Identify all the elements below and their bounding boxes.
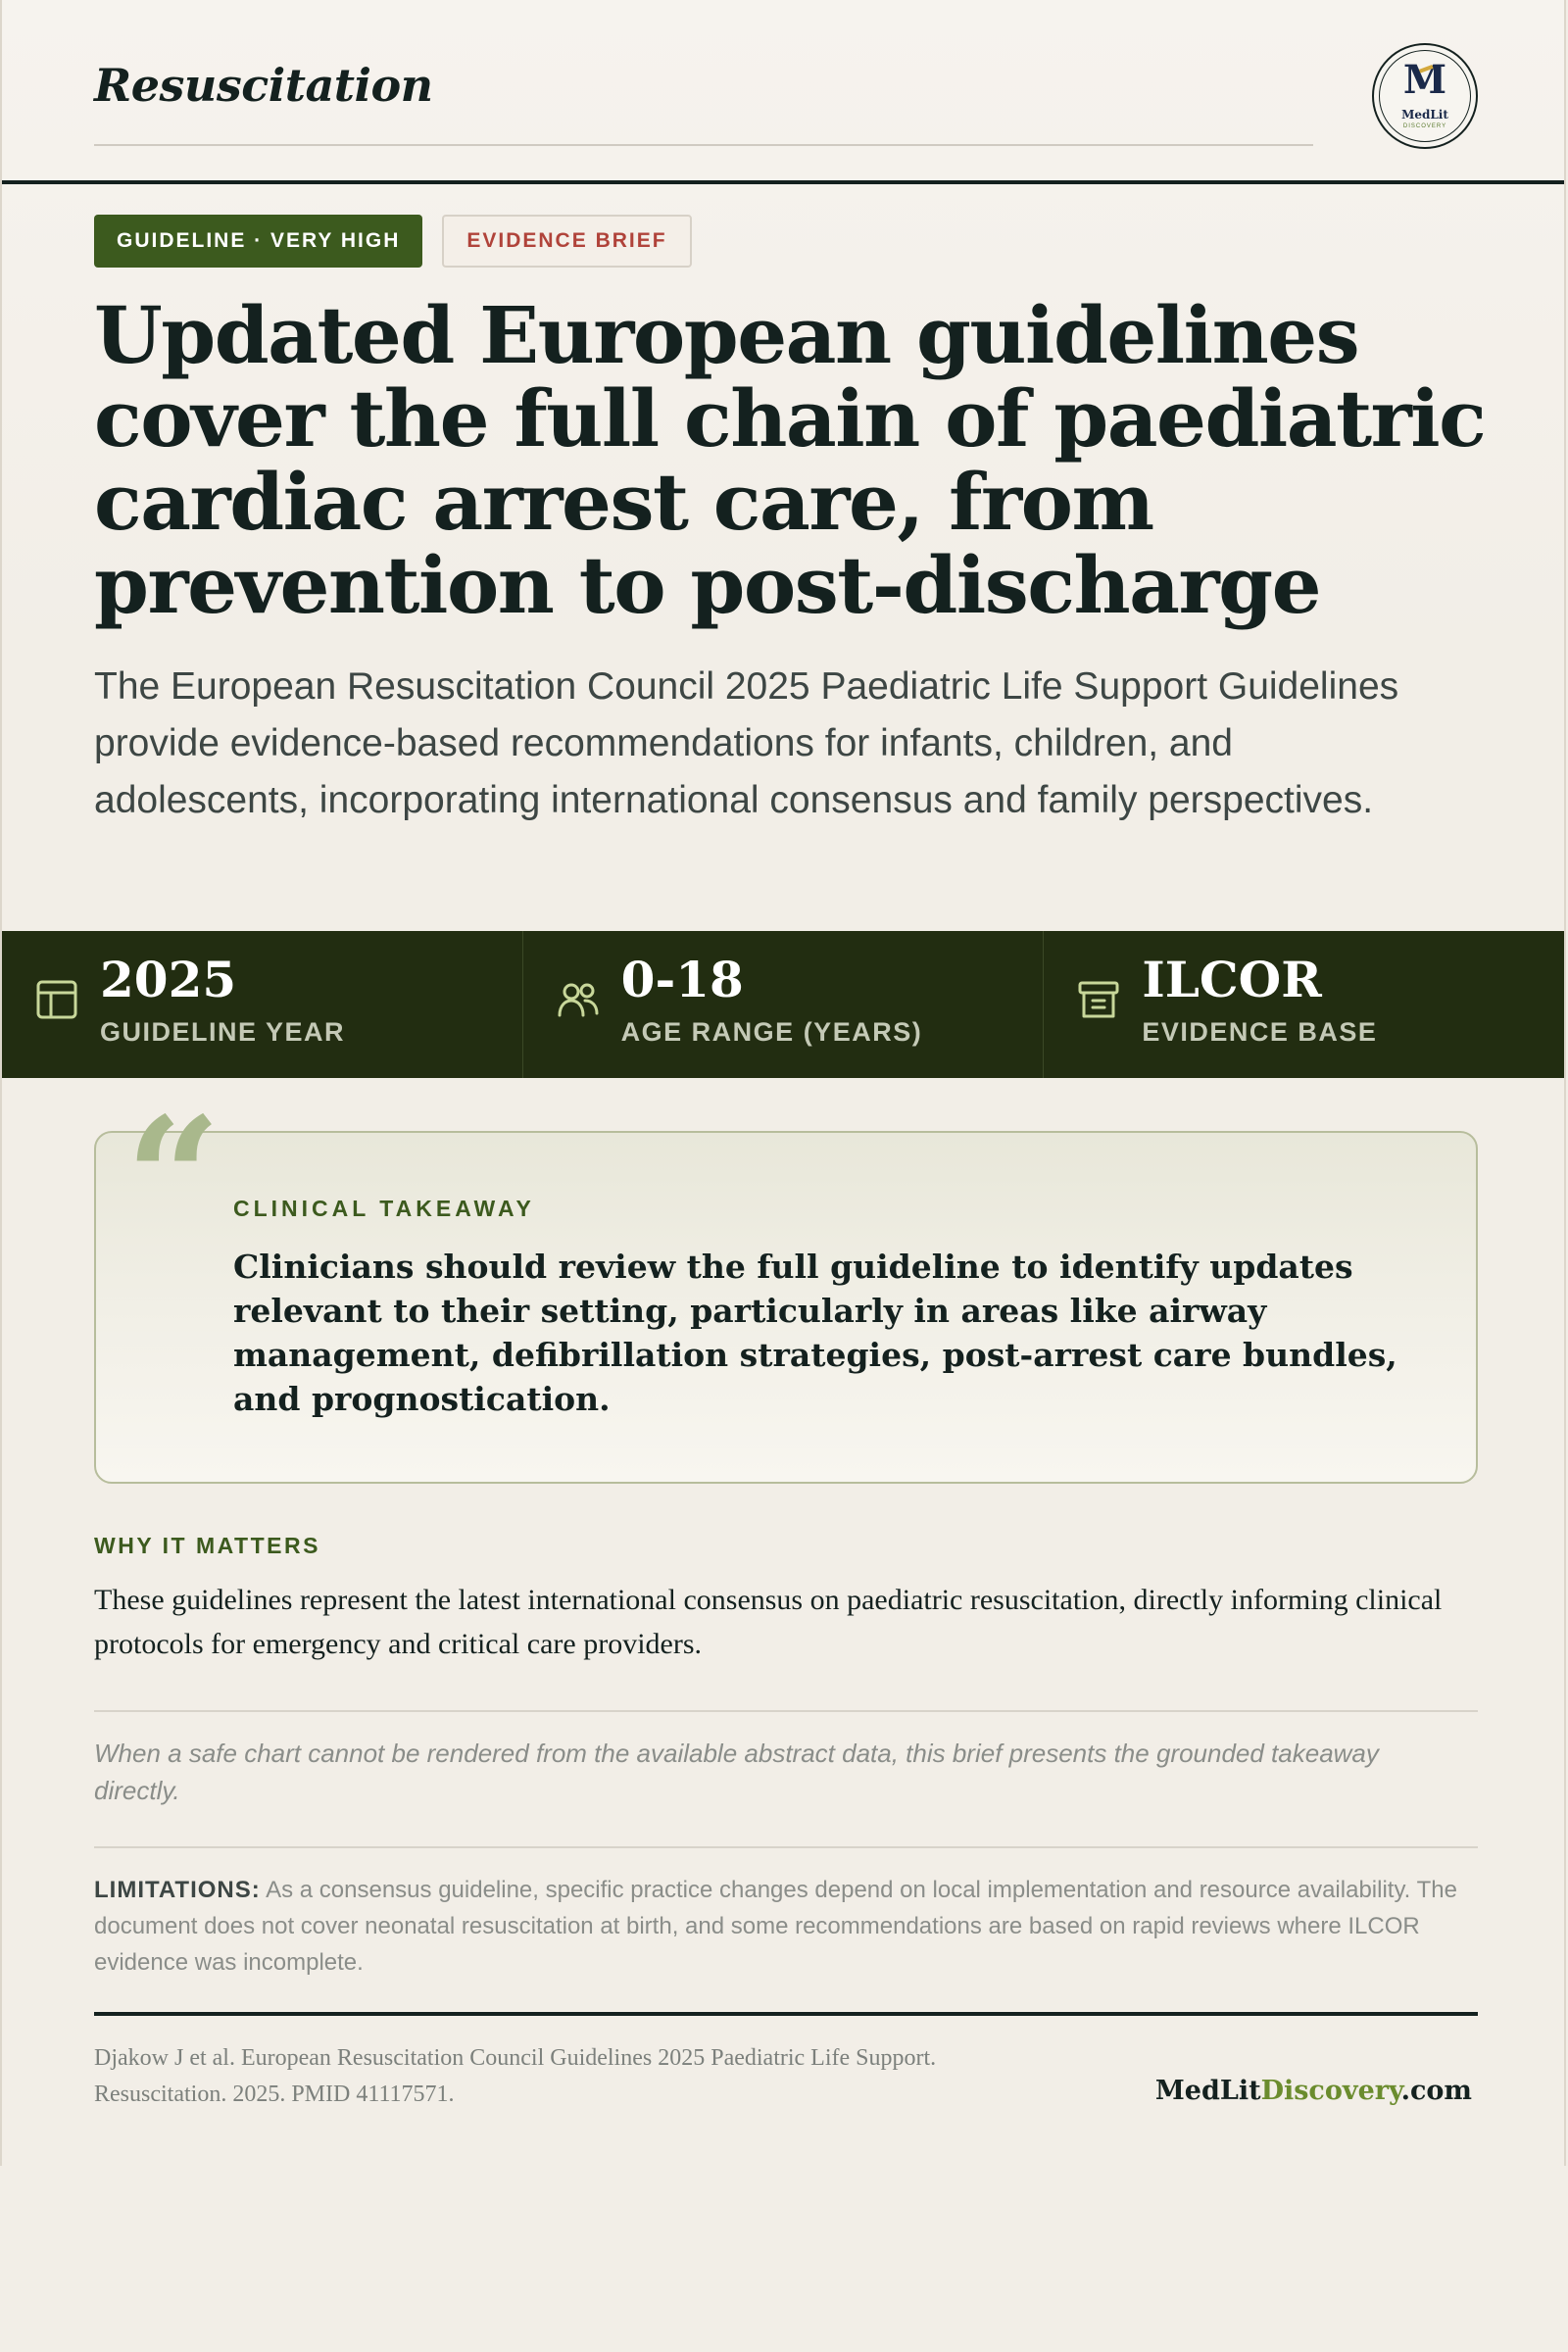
stat-value: 0-18 bbox=[620, 951, 744, 1008]
chart-note: When a safe chart cannot be rendered from the available abstract data, this brief presents the grounded takeaway directly. bbox=[94, 1739, 1379, 1805]
headline: Updated European guidelines cover the full chain of paediatric cardiac arrest care, from prevention to post-discharge bbox=[94, 289, 1486, 631]
stat-value: 2025 bbox=[100, 951, 237, 1008]
evidence-brief-tag: EVIDENCE BRIEF bbox=[442, 215, 691, 268]
archive-icon bbox=[1077, 978, 1120, 1021]
journal-title: Resuscitation bbox=[94, 59, 433, 112]
guideline-tag: GUIDELINE · VERY HIGH bbox=[94, 215, 422, 268]
logo-letter: M bbox=[1402, 57, 1447, 103]
stat-label: EVIDENCE BASE bbox=[1142, 1017, 1378, 1047]
tag-row bbox=[94, 215, 692, 268]
stat-evidence-base bbox=[1044, 931, 1564, 1078]
limitations-text: As a consensus guideline, specific practice changes depend on local implementation and resource availability. The document does not cover neonatal resuscitation at birth, and some recommendations are based on rapid reviews where ILCOR evidence was incomplete. bbox=[94, 1877, 1457, 1976]
medlit-logo bbox=[1372, 43, 1478, 149]
citation bbox=[94, 2040, 1074, 2113]
quote-mark-icon: “ bbox=[125, 1081, 221, 1277]
why-it-matters-label: WHY IT MATTERS bbox=[94, 1533, 320, 1558]
takeaway-text: Clinicians should review the full guideline to identify updates relevant to their setting, particularly in areas like airway management, defibrillation strategies, post-arrest care bundles, and prognostication. bbox=[233, 1248, 1397, 1418]
footer-rule bbox=[94, 2012, 1478, 2016]
deck: The European Resuscitation Council 2025 Paediatric Life Support Guidelines provide evidence-based recommendations for infants, children, and adolescents, incorporating international consensus and family perspectives. bbox=[94, 665, 1399, 821]
divider bbox=[94, 1846, 1478, 1848]
citation-line-1: Djakow J et al. European Resuscitation Council Guidelines 2025 Paediatric Life Support. bbox=[94, 2045, 937, 2071]
citation-line-2: Resuscitation. 2025. PMID 41117571. bbox=[94, 2082, 455, 2107]
stat-guideline-year bbox=[2, 931, 523, 1078]
logo-name: MedLit bbox=[1401, 108, 1448, 122]
clinical-takeaway-box bbox=[94, 1081, 1478, 1484]
brand-suffix: .com bbox=[1400, 2076, 1472, 2106]
divider bbox=[94, 1710, 1478, 1712]
brand-link[interactable] bbox=[1155, 2076, 1472, 2106]
people-icon bbox=[557, 978, 600, 1021]
why-it-matters-text: These guidelines represent the latest international consensus on paediatric resuscitation, directly informing clinical protocols for emergency and critical care providers. bbox=[94, 1584, 1443, 1660]
takeaway-label: CLINICAL TAKEAWAY bbox=[233, 1196, 535, 1221]
stat-value: ILCOR bbox=[1142, 951, 1322, 1008]
brand-accent: Discovery bbox=[1260, 2076, 1401, 2106]
calendar-icon bbox=[35, 978, 78, 1021]
brand-part: MedLit bbox=[1154, 2076, 1261, 2106]
limitations bbox=[94, 1872, 1478, 1981]
stat-label: GUIDELINE YEAR bbox=[100, 1017, 346, 1047]
stat-label: AGE RANGE (YEARS) bbox=[620, 1017, 923, 1047]
masthead-rule bbox=[94, 144, 1313, 146]
masthead bbox=[2, 0, 1564, 184]
stats-band bbox=[2, 931, 1564, 1078]
stat-age-range bbox=[523, 931, 1045, 1078]
limitations-label: LIMITATIONS: bbox=[94, 1877, 261, 1903]
logo-sub: DISCOVERY bbox=[1402, 123, 1447, 129]
